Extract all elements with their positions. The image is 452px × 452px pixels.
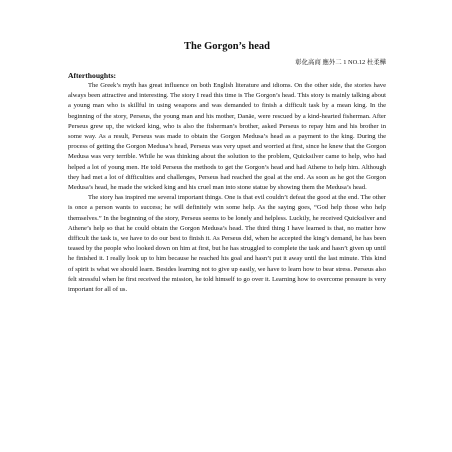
- document-title: The Gorgon’s head: [184, 41, 270, 52]
- author-byline: 彰化高商 應外二 1 NO.12 杜柔樺: [295, 59, 386, 66]
- document-page: [68, 40, 386, 295]
- section-heading: Afterthoughts:: [68, 71, 117, 80]
- paragraph-summary: The Greek’s myth has great influence on both English literature and idioms. On the other side, the stories have always been attractive and interesting. The story I read this time is The Gorgon’s head. This story is mainly talking about a young man who is skillful in using weapons and was demanded to finish a difficult task by a mean king. In the beginning of the story, Perseus, the young man and his mother, Danäe, were rescued by a kind-hearted fisherman. After Perseus grew up, the wicked king, who is also the fisherman’s brother, asked Perseus to repay him and his brother in some way. As a result, Perseus was made to obtain the Gorgon Medusa’s head as a payment to the king. During the process of getting the Gorgon Medusa’s head, Perseus was very upset and worried at first, since he knew that the Gorgon Medusa was very terrible. While he was thinking about the solution to the problem, Quicksilver came to help, who had helped a lot of young men. He told Perseus the methods to get the Gorgon’s head and had Athene to help him. Although they had met a lot of difficulties and challenges, Perseus had reached the goal at the end. As soon as he got the Gorgon Medusa’s head, he made the wicked king and his cruel man into stone statue by showing them the Medusa’s head.: [68, 82, 386, 192]
- paragraph-reflection: The story has inspired me several important things. One is that evil couldn’t defeat the good at the end. The other is once a person wants to success; he will definitely win some help. As the saying goes, “God help those who help themselves.” In the beginning of the story, Perseus seems to be lonely and helpless. Luckily, he received Quicksilver and Athene’s help so that he could obtain the Gorgon Medusa’s head. The third thing I have learned is that, no matter how difficult the task is, we have to do our best to finish it. As Perseus did, when he accepted the king’s demand, he has been teased by the people who looked down on him at first, but he has struggled to complete the task and hasn’t given up until he finished it. I really look up to him because he reached his goal and hasn’t put it away until the last minute. This kind of spirit is what we should learn. Besides learning not to give up easily, we have to learn how to bear stress. Perseus also felt stressful when he first received the mission, he told himself to go over it. Learning how to overcome pressure is very important for all of us.: [68, 194, 386, 294]
